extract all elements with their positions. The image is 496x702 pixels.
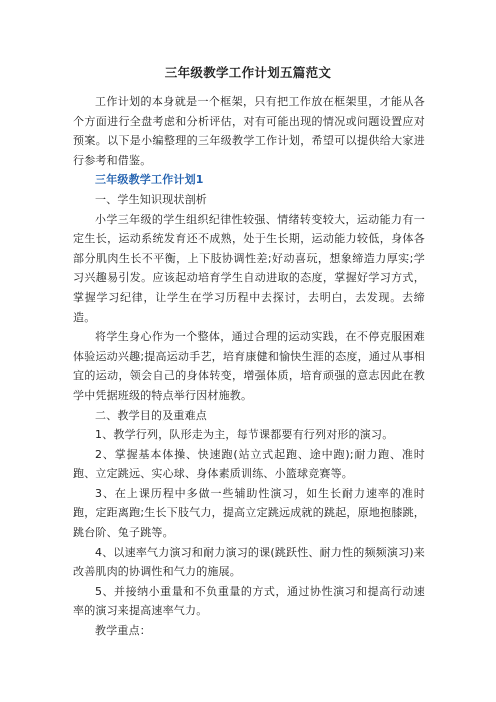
body-paragraph: 小学三年级的学生组织纪律性较强、情绪转变较大，运动能力有一定生长，运动系统发育还不成熟，处于生长期，运动能力较低，身体各部分肌肉生长不平衡，上下肢协调性差;好动喜玩，想象缔造力厚实;学习兴趣易引发。应该起动培育学生自动进取的态度，掌握好学习方式，掌握学习纪律，让学生在学习历程中去探讨，去明白，去发现。去缔造。 <box>73 212 425 324</box>
list-item: 3、在上课历程中多做一些辅助性演习，如生长耐力速率的准时跑，定距离跑;生长下肢气力，提高立定跳远成就的跳起，原地抱膝跳，跳台阶、兔子跳等。 <box>73 486 425 540</box>
document-title: 三年级教学工作计划五篇范文 <box>164 65 332 80</box>
list-item: 5、并接纳小重量和不负重量的方式，通过协性演习和提高行动速率的演习来提高速率气力。 <box>73 584 425 618</box>
list-item: 2、掌握基本体操、快速跑(站立式起跑、途中跑);耐力跑、准时跑、立定跳远、实心球、身体素质训练、小篮球竞赛等。 <box>73 447 425 481</box>
body-paragraph: 将学生身心作为一个整体，通过合理的运动实践，在不停克服困难体验运动兴趣;提高运动手艺，培育康健和愉快生涯的态度，通过从事相宜的运动，领会自己的身体转变，增强体质，培育顽强的意志因此在教学中凭据班级的特点举行因材施教。 <box>73 330 425 402</box>
list-item: 4、以速率气力演习和耐力演习的课(跳跃性、耐力性的频频演习)来改善肌肉的协调性和气力的施展。 <box>73 545 425 579</box>
intro-paragraph: 工作计划的本身就是一个框架，只有把工作放在框架里，才能从各个方面进行全盘考虑和分析评估，对有可能出现的情况或问题设置应对预案。以下是小编整理的三年级教学工作计划，希望可以提供给大家进行参考和借鉴。 <box>73 95 425 167</box>
list-item: 1、教学行列，队形走为主，每节课都要有行列对形的演习。 <box>95 428 394 442</box>
subheading: 二、教学目的及重难点 <box>95 408 207 422</box>
document-body <box>73 92 425 641</box>
body-paragraph: 教学重点： <box>95 624 151 638</box>
section-heading: 三年级教学工作计划1 <box>95 173 204 187</box>
subheading: 一、学生知识现状剖析 <box>95 192 207 206</box>
